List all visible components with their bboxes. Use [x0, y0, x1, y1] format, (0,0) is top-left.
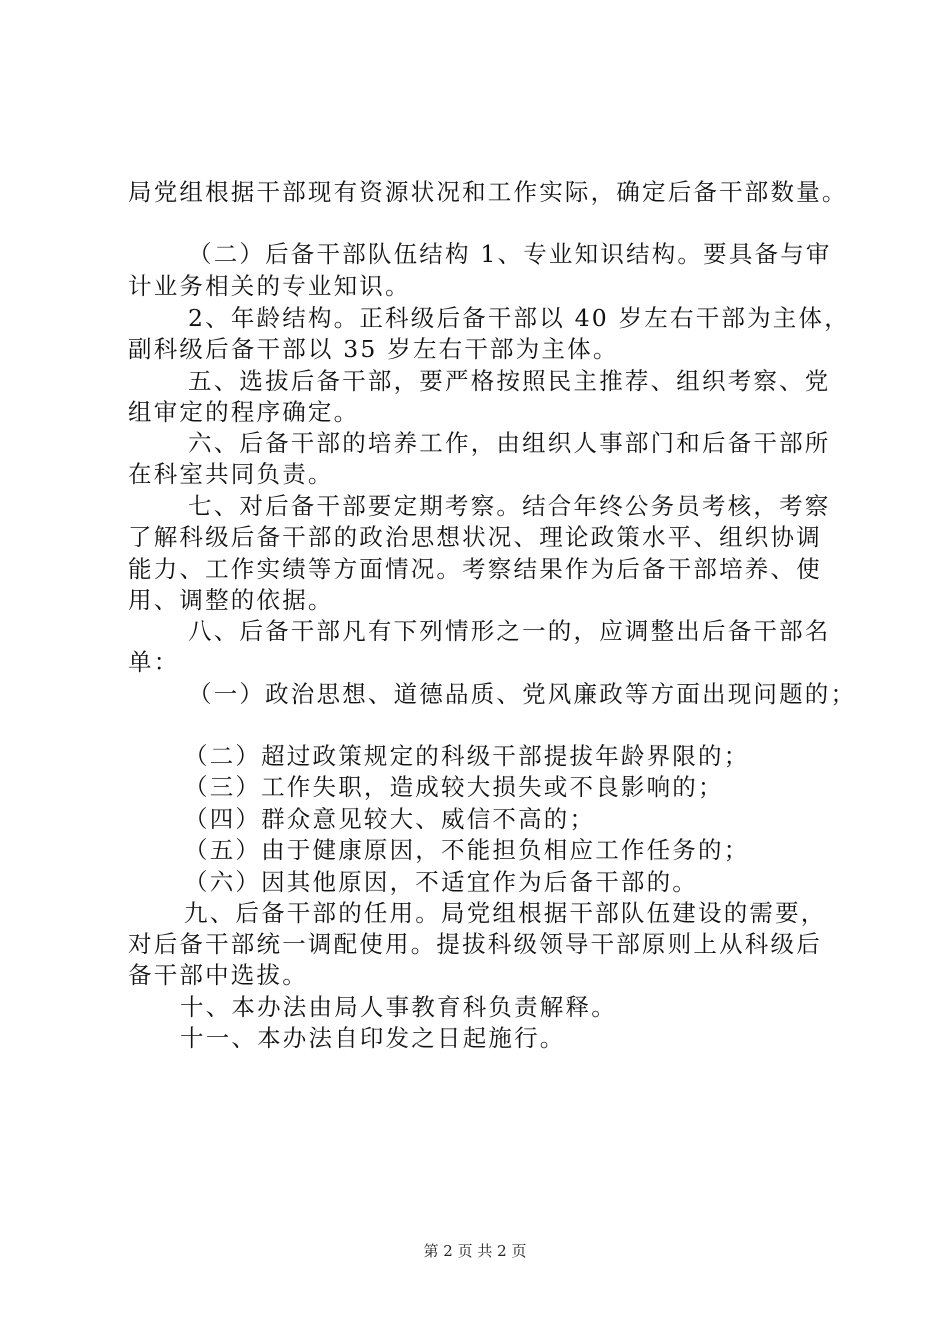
text-line: 副科级后备干部以 35 岁左右干部为主体。 [128, 335, 619, 363]
list-item: （四）群众意见较大、威信不高的； [184, 805, 596, 833]
text-line: 十一、本办法自印发之日起施行。 [180, 1024, 566, 1052]
list-item: （一）政治思想、道德品质、党风廉政等方面出现问题的； [188, 680, 857, 708]
text-line: 用、调整的依据。 [128, 586, 334, 614]
text-line: 2、年龄结构。正科级后备干部以 40 岁左右干部为主体， [188, 304, 850, 332]
text-line: 七、对后备干部要定期考察。结合年终公务员考核，考察 [188, 492, 831, 520]
list-item: （五）由于健康原因，不能担负相应工作任务的； [184, 836, 750, 864]
text-line: 九、后备干部的任用。局党组根据干部队伍建设的需要， [184, 899, 827, 927]
text-line: 单： [128, 648, 180, 676]
list-item: （二）超过政策规定的科级干部提拔年龄界限的； [184, 742, 750, 770]
text-line: 八、后备干部凡有下列情形之一的，应调整出后备干部名 [188, 617, 831, 645]
text-line: 计业务相关的专业知识。 [128, 272, 411, 300]
list-item: （六）因其他原因，不适宜作为后备干部的。 [184, 868, 698, 896]
page-footer: 第 2 页 共 2 页 [423, 1242, 527, 1260]
text-line: 局党组根据干部现有资源状况和工作实际，确定后备干部数量。 [128, 178, 848, 206]
text-line: 十、本办法由局人事教育科负责解释。 [180, 993, 617, 1021]
text-line: 在科室共同负责。 [128, 460, 334, 488]
text-line: 六、后备干部的培养工作，由组织人事部门和后备干部所 [188, 429, 831, 457]
text-line: 了解科级后备干部的政治思想状况、理论政策水平、组织协调 [128, 523, 822, 551]
text-line: 能力、工作实绩等方面情况。考察结果作为后备干部培养、使 [128, 555, 822, 583]
text-line: 组审定的程序确定。 [128, 398, 360, 426]
text-line: （二）后备干部队伍结构 1、专业知识结构。要具备与审 [188, 240, 832, 268]
text-line: 备干部中选拔。 [128, 961, 308, 989]
list-item: （三）工作失职，造成较大损失或不良影响的； [184, 773, 724, 801]
text-line: 对后备干部统一调配使用。提拔科级领导干部原则上从科级后 [128, 930, 822, 958]
text-line: 五、选拔后备干部，要严格按照民主推荐、组织考察、党 [188, 367, 831, 395]
